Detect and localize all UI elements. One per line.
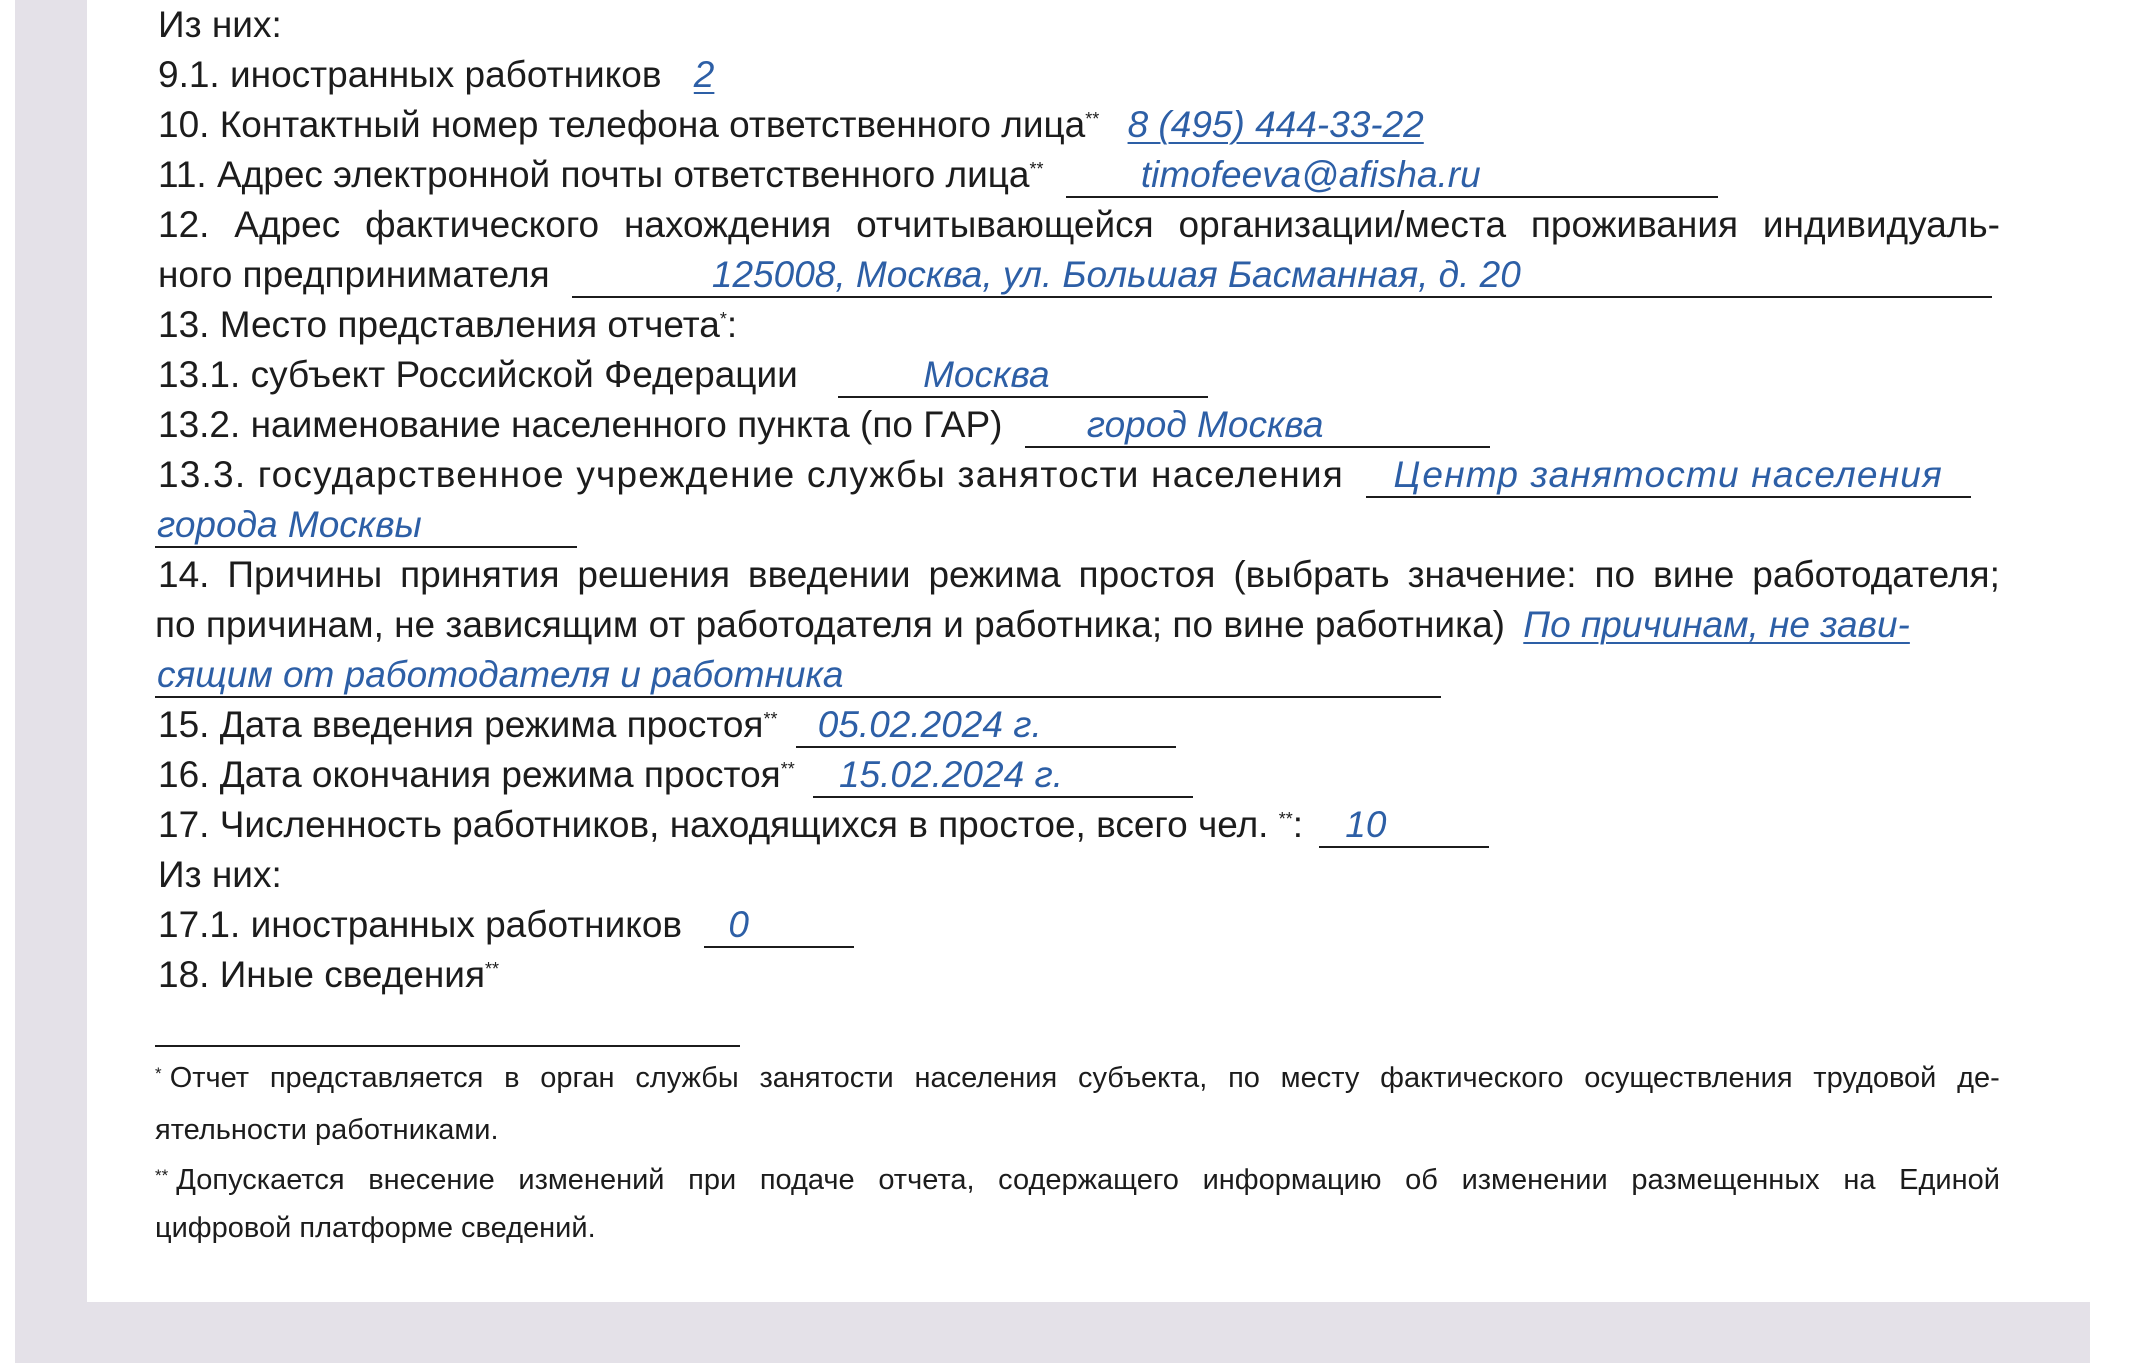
footnote-mark: ** — [763, 709, 778, 729]
field-17-fill — [1319, 802, 1489, 848]
field-13-label: 13. Место представления отчета — [158, 304, 720, 345]
field-9-1-value: 2 — [693, 54, 715, 95]
word: Адрес — [234, 204, 341, 245]
word: принятия — [400, 554, 560, 595]
field-15-value: 05.02.2024 г. — [817, 704, 1042, 745]
word: введении — [747, 554, 911, 595]
word: изменении — [1461, 1164, 1608, 1196]
field-13-3-value-b: города Москвы — [157, 504, 422, 545]
word: 14. — [158, 554, 210, 595]
footnote-separator — [155, 1045, 740, 1047]
field-11-label: 11. Адрес электронной почты ответственного лица — [158, 154, 1030, 195]
field-13-3-fill-a — [1366, 452, 1971, 498]
word: внесение — [368, 1164, 495, 1196]
field-17-1-fill — [704, 902, 854, 948]
field-13-3-label: 13.3. государственное учреждение службы занятости населения — [158, 454, 1345, 495]
field-18-label: 18. Иные сведения — [158, 954, 486, 995]
word: организации/места — [1178, 204, 1507, 245]
word: службы — [635, 1062, 739, 1094]
word: 12. — [158, 204, 210, 245]
word: месту — [1280, 1062, 1360, 1094]
field-16 — [158, 752, 1193, 798]
footnote-mark: ** — [485, 959, 500, 979]
word: ** Допускается — [155, 1164, 345, 1196]
word: информацию — [1202, 1164, 1382, 1196]
footnote-mark: ** — [1029, 159, 1044, 179]
field-12-line-a — [158, 202, 2000, 248]
field-12-fill — [572, 252, 1992, 298]
field-14-line-b — [155, 602, 1910, 648]
word: режима — [928, 554, 1061, 595]
field-12-label: ного предпринимателя — [158, 254, 550, 295]
field-11-value: timofeeva@afisha.ru — [1140, 154, 1481, 195]
field-17-1-value: 0 — [728, 904, 749, 945]
field-16-label: 16. Дата окончания режима простоя — [158, 754, 781, 795]
word: (выбрать — [1233, 554, 1390, 595]
word: изменений — [518, 1164, 665, 1196]
footnote-mark: ** — [155, 1166, 169, 1185]
field-14-line-a — [158, 552, 2000, 598]
field-18 — [158, 952, 499, 998]
word: при — [688, 1164, 737, 1196]
field-15 — [158, 702, 1176, 748]
word: орган — [540, 1062, 615, 1094]
word: трудовой — [1813, 1062, 1937, 1094]
field-11-fill — [1066, 152, 1718, 198]
word: Причины — [227, 554, 383, 595]
field-10-label: 10. Контактный номер телефона ответственного лица — [158, 104, 1086, 145]
field-9-1-label: 9.1. иностранных работников — [158, 54, 662, 95]
word: * Отчет — [155, 1062, 250, 1094]
field-17-1 — [158, 902, 854, 948]
footnote-mark: ** — [780, 759, 795, 779]
word: индивидуаль- — [1762, 204, 2000, 245]
word: де- — [1957, 1062, 2000, 1094]
footnote-1-line-a — [155, 1054, 2000, 1102]
field-15-fill — [796, 702, 1176, 748]
field-17-colon: : — [1292, 804, 1304, 845]
word: подаче — [759, 1164, 855, 1196]
field-13-3-line-a — [158, 452, 1971, 498]
field-12-value: 125008, Москва, ул. Большая Басманная, д. 20 — [711, 254, 1521, 295]
word: работодателя; — [1752, 554, 2000, 595]
word: значение: — [1407, 554, 1577, 595]
word: отчитывающейся — [856, 204, 1154, 245]
footnote-1-line-b: ятельности работниками. — [155, 1114, 499, 1146]
field-9-1 — [158, 52, 714, 98]
word: осуществления — [1584, 1062, 1793, 1094]
field-16-value: 15.02.2024 г. — [838, 754, 1063, 795]
field-13-colon: : — [726, 304, 738, 345]
word: в — [504, 1062, 520, 1094]
iz-nih-label-2: Из них: — [158, 854, 282, 895]
field-13 — [158, 302, 737, 348]
field-13-3-line-b — [155, 502, 577, 548]
field-13-1-value: Москва — [923, 354, 1050, 395]
field-14-fill-b — [155, 652, 1441, 698]
word: представляется — [269, 1062, 484, 1094]
word: занятости — [759, 1062, 894, 1094]
footnote-2-line-b: цифровой платформе сведений. — [155, 1212, 596, 1244]
word: простоя — [1078, 554, 1216, 595]
word: Единой — [1899, 1164, 2000, 1196]
field-17-label: 17. Численность работников, находящихся в простое, всего чел. — [158, 804, 1269, 845]
field-12-line-b — [158, 252, 1992, 298]
field-14-value-a: По причинам, не зави- — [1523, 604, 1910, 645]
word: решения — [577, 554, 730, 595]
field-13-2-label: 13.2. наименование населенного пункта (по ГАР) — [158, 404, 1003, 445]
word: отчета, — [878, 1164, 975, 1196]
field-13-2 — [158, 402, 1490, 448]
word: фактического — [1380, 1062, 1564, 1094]
field-13-3-fill-b — [155, 502, 577, 548]
word: содержащего — [998, 1164, 1179, 1196]
iz-nih-label: Из них: — [158, 4, 282, 45]
field-16-fill — [813, 752, 1193, 798]
footnote-2-line-a — [155, 1156, 2000, 1204]
field-14-label: по причинам, не зависящим от работодателя и работника; по вине работника) — [155, 604, 1505, 645]
field-15-label: 15. Дата введения режима простоя — [158, 704, 764, 745]
field-10-value: 8 (495) 444-33-22 — [1127, 104, 1424, 145]
word: на — [1843, 1164, 1876, 1196]
word: проживания — [1530, 204, 1739, 245]
footnote-mark: ** — [1278, 809, 1293, 829]
field-17-1-label: 17.1. иностранных работников — [158, 904, 683, 945]
field-14-value-b: сящим от работодателя и работника — [157, 654, 844, 695]
word: нахождения — [623, 204, 832, 245]
word: размещенных — [1631, 1164, 1820, 1196]
field-13-1-fill — [838, 352, 1208, 398]
word: по — [1228, 1062, 1260, 1094]
field-13-2-value: город Москва — [1086, 404, 1324, 445]
word: по — [1594, 554, 1636, 595]
field-17 — [158, 802, 1489, 848]
field-17-value: 10 — [1345, 804, 1387, 845]
word: об — [1405, 1164, 1438, 1196]
footnote-mark: ** — [1085, 109, 1100, 129]
field-13-3-value-a: Центр занятости населения — [1393, 454, 1944, 495]
word: субъекта, — [1077, 1062, 1208, 1094]
word: вине — [1653, 554, 1735, 595]
word: населения — [914, 1062, 1058, 1094]
field-13-1-label: 13.1. субъект Российской Федерации — [158, 354, 798, 395]
footnote-mark: * — [155, 1064, 162, 1083]
word: фактического — [365, 204, 600, 245]
field-10 — [158, 102, 1424, 148]
field-13-1 — [158, 352, 1208, 398]
footnote-mark: * — [719, 309, 727, 329]
field-13-2-fill — [1025, 402, 1490, 448]
field-14-line-c — [155, 652, 1441, 698]
field-11 — [158, 152, 1718, 198]
